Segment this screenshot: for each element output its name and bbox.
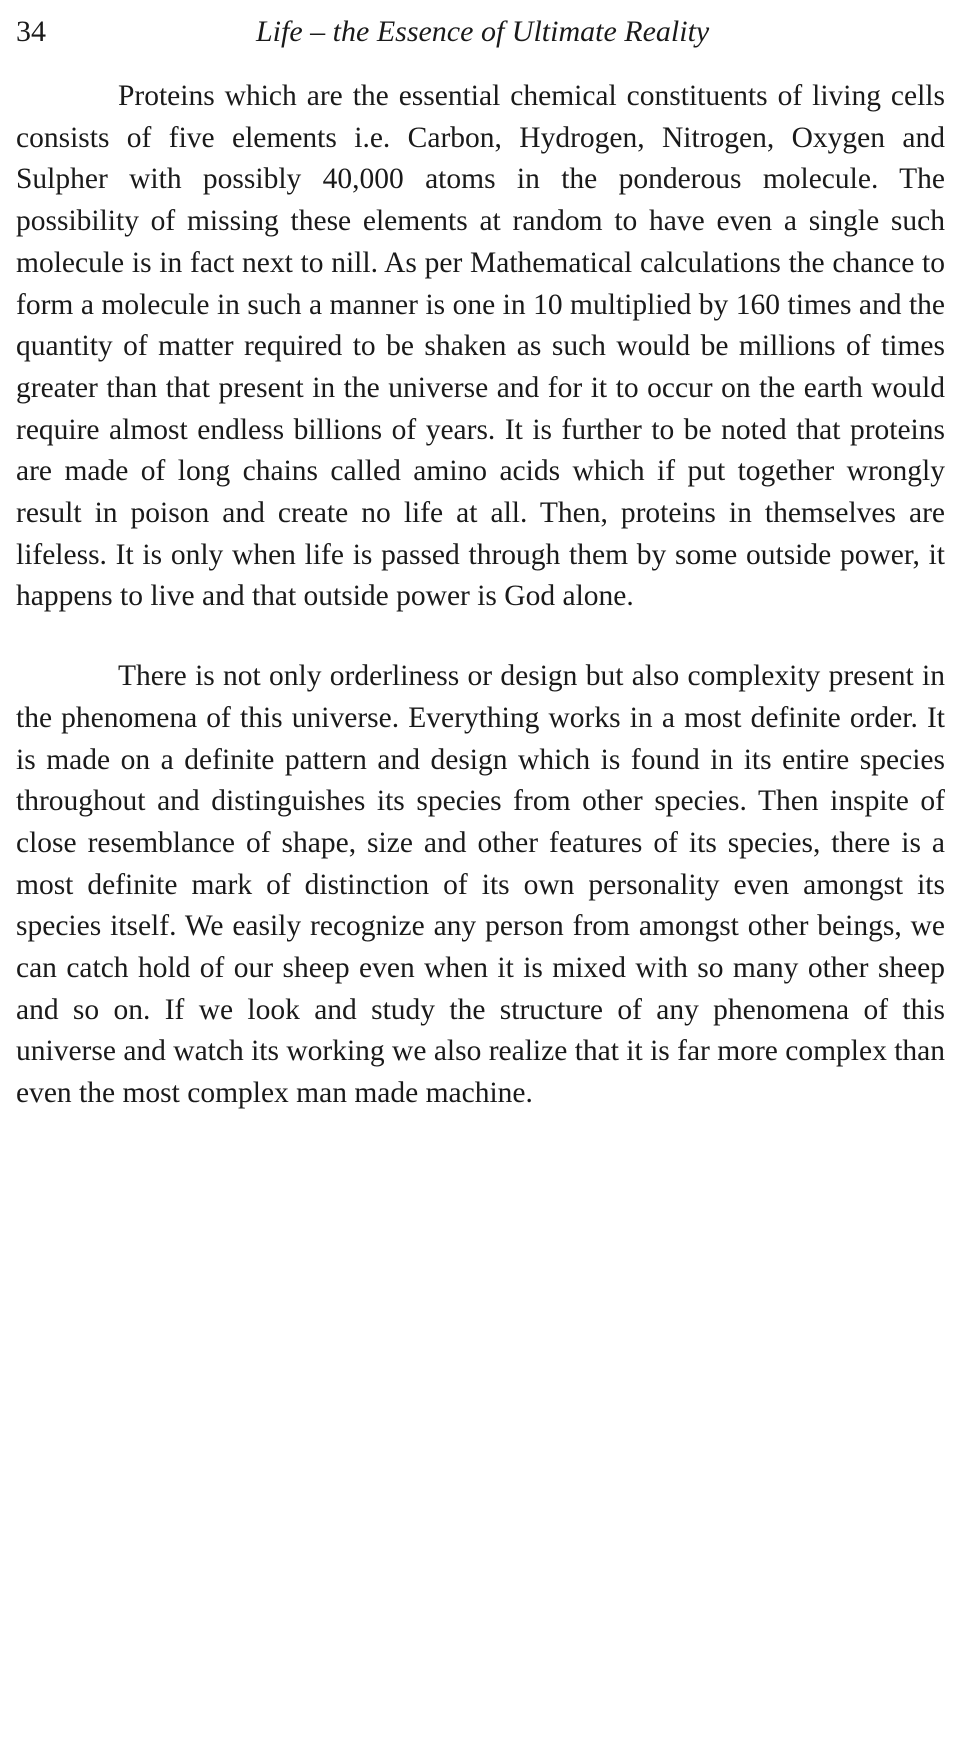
body-text <box>16 76 945 1115</box>
running-title: Life – the Essence of Ultimate Reality <box>256 15 710 48</box>
paragraph-proteins: Proteins which are the essential chemical constituents of living cells consists of five elements i.e. Carbon, Hydrogen, Nitrogen, Oxygen and Sulpher with possibly 40,000 atoms in the ponderous molecule. The possibility of missing these elements at random to have even a single such molecule is in fact next to nill. As per Mathematical calculations the chance to form a molecule in such a manner is one in 10 multiplied by 160 times and the quantity of matter required to be shaken as such would be millions of times greater than that present in the universe and for it to occur on the earth would require almost endless billions of years. It is further to be noted that proteins are made of long chains called amino acids which if put together wrongly result in poison and create no life at all. Then, proteins in themselves are lifeless. It is only when life is passed through them by some outside power, it happens to live and that outside power is God alone. <box>16 80 945 613</box>
paragraph-complexity: There is not only orderliness or design but also complexity present in the phenomena of this universe. Everything works in a most definite order. It is made on a definite pattern and design which is found in its entire species throughout and distinguishes its species from other species. Then inspite of close resemblance of shape, size and other features of its species, there is a most definite mark of distinction of its own personality even amongst its species itself. We easily recognize any person from amongst other beings, we can catch hold of our sheep even when it is mixed with so many other sheep and so on. If we look and study the structure of any phenomena of this universe and watch its working we also realize that it is far more complex than even the most complex man made machine. <box>16 660 945 1110</box>
page-number: 34 <box>16 15 46 48</box>
page-header <box>16 10 944 54</box>
